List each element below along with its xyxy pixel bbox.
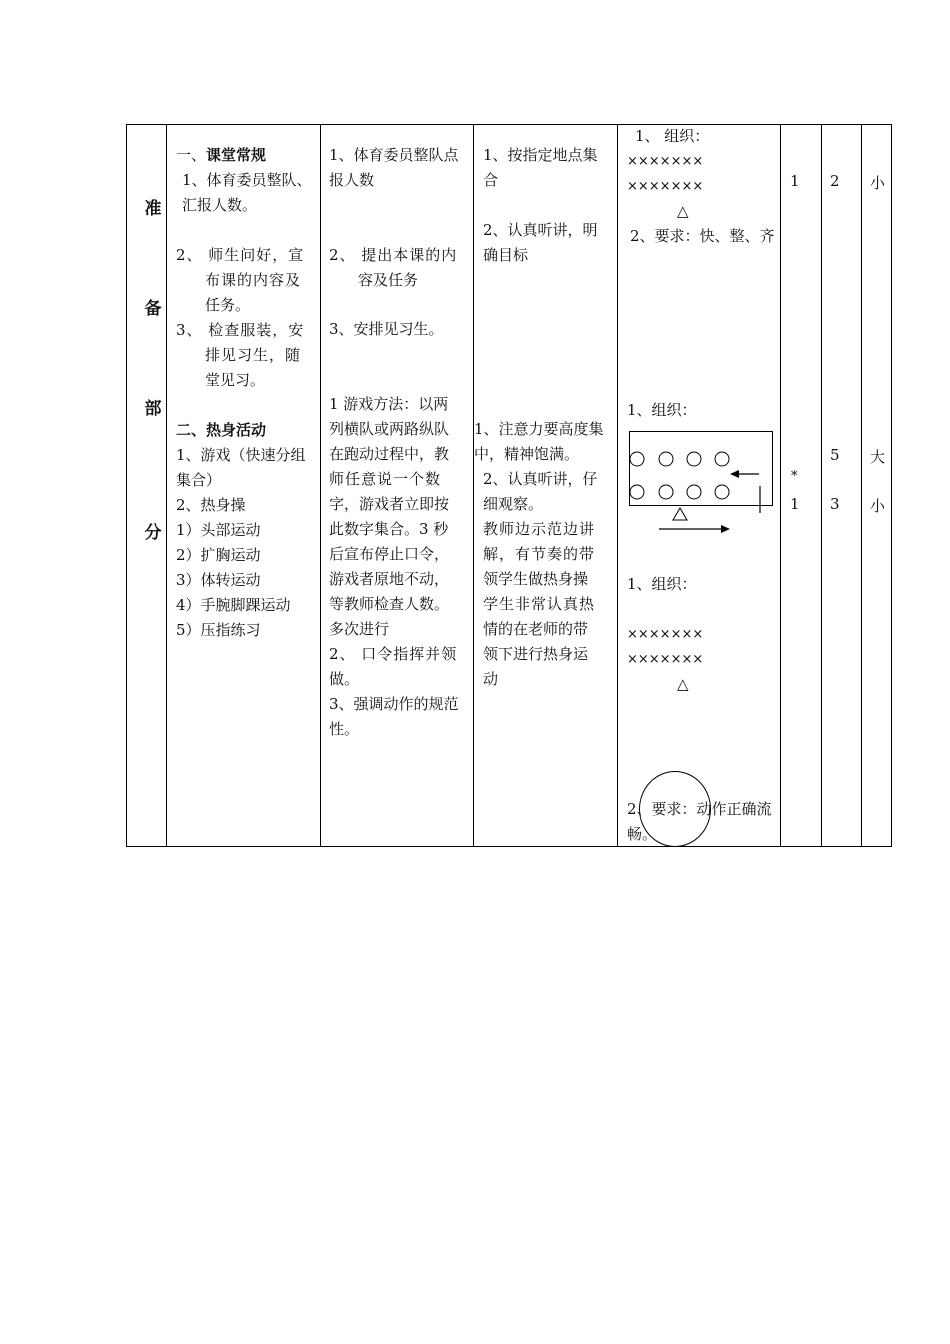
right-arrow-head — [721, 525, 730, 533]
intensity-a: 小 — [870, 174, 886, 192]
org2-label-wrap — [627, 398, 777, 423]
teacher-block4-line-1: 1 游戏方法：以两 — [329, 395, 449, 413]
part2-item-3: 2、热身操 — [176, 496, 246, 514]
org3-requirement-line-2: 畅。 — [627, 825, 658, 843]
org3-row-2: ××××××× — [627, 652, 704, 667]
teacher-block-2 — [329, 243, 471, 293]
org-block-1 — [627, 124, 777, 249]
section-char-1: 准 — [144, 199, 162, 219]
org1-row-1: ××××××× — [627, 154, 704, 169]
teacher-block4-line-10: 多次进行 — [329, 620, 390, 638]
part2-item-6: 3）体转运动 — [176, 571, 261, 589]
teacher-block2-line-2: 容及任务 — [358, 271, 419, 289]
org3-requirement-line-1: 2、要求：动作正确流 — [627, 800, 772, 818]
part2-item-8: 5）压指练习 — [176, 621, 261, 639]
part2-item-1: 1、游戏（快速分组 — [176, 446, 306, 464]
content-item2-line-2: 布课的内容及 — [205, 271, 302, 289]
student-block3-line-10: 领下进行热身运 — [483, 645, 589, 663]
student-block3-line-1: 1、注意力要高度集 — [474, 420, 604, 438]
org1-teacher-mark: △ — [677, 202, 689, 220]
times-b: 1 — [790, 495, 800, 513]
intensity-b-top: 大 — [870, 448, 886, 466]
content-item3-line-1: 3、 检查服装，安 — [176, 321, 305, 339]
teacher-block4-line-2: 列横队或两路纵队 — [329, 420, 450, 438]
content-item2-line-3: 任务。 — [205, 296, 251, 314]
table-top-border — [126, 124, 892, 125]
student-block1-line-2: 合 — [483, 171, 499, 189]
student-block3-line-4: 细观察。 — [483, 495, 544, 513]
teacher-block1-line-1: 1、体育委员整队点 — [329, 146, 459, 164]
teacher-block4-line-12: 做。 — [329, 670, 360, 688]
formation-circle — [715, 452, 729, 466]
teacher-block4-line-9: 等教师检查人数。 — [329, 595, 450, 613]
part1-title — [176, 143, 318, 168]
student-block3-line-9: 情的在老师的带 — [483, 620, 589, 638]
intensity-b-bottom: 小 — [870, 497, 886, 515]
col-border-8 — [861, 124, 862, 847]
section-char-4: 分 — [144, 523, 162, 543]
student-block1-line-1: 1、按指定地点集 — [483, 146, 598, 164]
org1-row-2: ××××××× — [627, 179, 704, 194]
teacher-block4-line-13: 3、强调动作的规范 — [329, 695, 459, 713]
part1-item-2: 汇报人数。 — [182, 196, 258, 214]
org-block-3 — [627, 572, 777, 697]
student-block-1 — [483, 143, 615, 193]
teacher-triangle — [673, 508, 687, 520]
teacher-block4-line-6: 此数字集合。3 秒 — [329, 520, 449, 538]
teacher-block2-line-1: 2、 提出本课的内 — [329, 246, 458, 264]
formation-circle — [659, 452, 673, 466]
part1-title-prefix: 一、 — [176, 146, 207, 164]
content-item3-line-2: 排见习生，随 — [205, 346, 302, 364]
part2-item-5: 2）扩胸运动 — [176, 546, 261, 564]
col-border-9 — [891, 124, 892, 847]
col-border-5 — [617, 124, 618, 847]
teacher-block4-line-4: 师任意说一个数 — [329, 470, 442, 488]
teacher-block4-line-8: 游戏者原地不动， — [329, 570, 450, 588]
student-block3-line-6: 解，有节奏的带 — [483, 545, 596, 563]
col-border-6 — [780, 124, 781, 847]
section-char-3: 部 — [144, 399, 162, 419]
time-a: 2 — [830, 172, 840, 190]
teacher-block3-line-1: 3、安排见习生。 — [329, 320, 444, 338]
org3-row-1: ××××××× — [627, 627, 704, 642]
col-border-1 — [126, 124, 127, 847]
student-block2-line-1: 2、认真听讲，明 — [483, 221, 598, 239]
part2-item-4: 1）头部运动 — [176, 521, 261, 539]
student-block3-line-5: 教师边示范边讲 — [483, 520, 596, 538]
student-block2-line-2: 确目标 — [483, 246, 529, 264]
teacher-block4-line-14: 性。 — [329, 720, 360, 738]
content-column — [176, 143, 318, 643]
teacher-block-1 — [329, 143, 471, 193]
time-b-bottom: 3 — [830, 495, 840, 513]
times-a: 1 — [790, 172, 800, 190]
section-char-2: 备 — [144, 299, 162, 319]
org3-spacer — [627, 597, 777, 622]
teacher-block4-line-5: 字，游戏者立即按 — [329, 495, 450, 513]
formation-circle — [630, 485, 644, 499]
teacher-block4-line-11: 2、 口令指挥并领 — [329, 645, 458, 663]
formation-circle — [687, 485, 701, 499]
formation-circle — [659, 485, 673, 499]
teacher-block-3 — [329, 317, 471, 342]
student-block3-line-11: 动 — [483, 670, 499, 688]
col-border-7 — [821, 124, 822, 847]
col-border-2 — [166, 124, 167, 847]
student-block-3 — [474, 417, 617, 692]
teacher-block-4 — [329, 392, 471, 742]
formation-circle — [687, 452, 701, 466]
org3-label: 1、组织： — [627, 575, 697, 593]
formation-circle — [715, 485, 729, 499]
star-mark: * — [791, 469, 798, 484]
part2-item-2: 集合） — [176, 471, 222, 489]
part1-title-text: 课堂常规 — [206, 146, 267, 164]
time-b-top: 5 — [830, 446, 840, 464]
overlay-circle — [639, 771, 711, 847]
org1-label: 1、 组织： — [635, 127, 710, 145]
student-block3-line-3: 2、认真听讲，仔 — [483, 470, 598, 488]
org1-requirement: 2、要求：快、整、齐 — [630, 227, 775, 245]
org2-label: 1、组织： — [627, 401, 697, 419]
formation-circle — [630, 452, 644, 466]
part2-item-7: 4）手腕脚踝运动 — [176, 596, 291, 614]
part2-title: 二、热身活动 — [176, 421, 267, 439]
left-arrow-head — [730, 470, 739, 478]
student-block3-line-7: 领学生做热身操 — [483, 570, 589, 588]
teacher-block4-line-3: 在跑动过程中，教 — [329, 445, 450, 463]
student-block3-line-2: 中，精神饱满。 — [474, 445, 580, 463]
warmup-formation-diagram — [624, 428, 776, 538]
col-border-3 — [320, 124, 321, 847]
content-item2-line-1: 2、 师生问好，宣 — [176, 246, 305, 264]
teacher-block4-line-7: 后宣布停止口令， — [329, 545, 450, 563]
content-item3-line-3: 堂见习。 — [205, 371, 266, 389]
student-block-2 — [483, 218, 615, 268]
org3-teacher-mark: △ — [677, 675, 689, 693]
part1-item-1: 1、体育委员整队、 — [182, 171, 312, 189]
student-block3-line-8: 学生非常认真热 — [483, 595, 596, 613]
teacher-block1-line-2: 报人数 — [329, 171, 375, 189]
